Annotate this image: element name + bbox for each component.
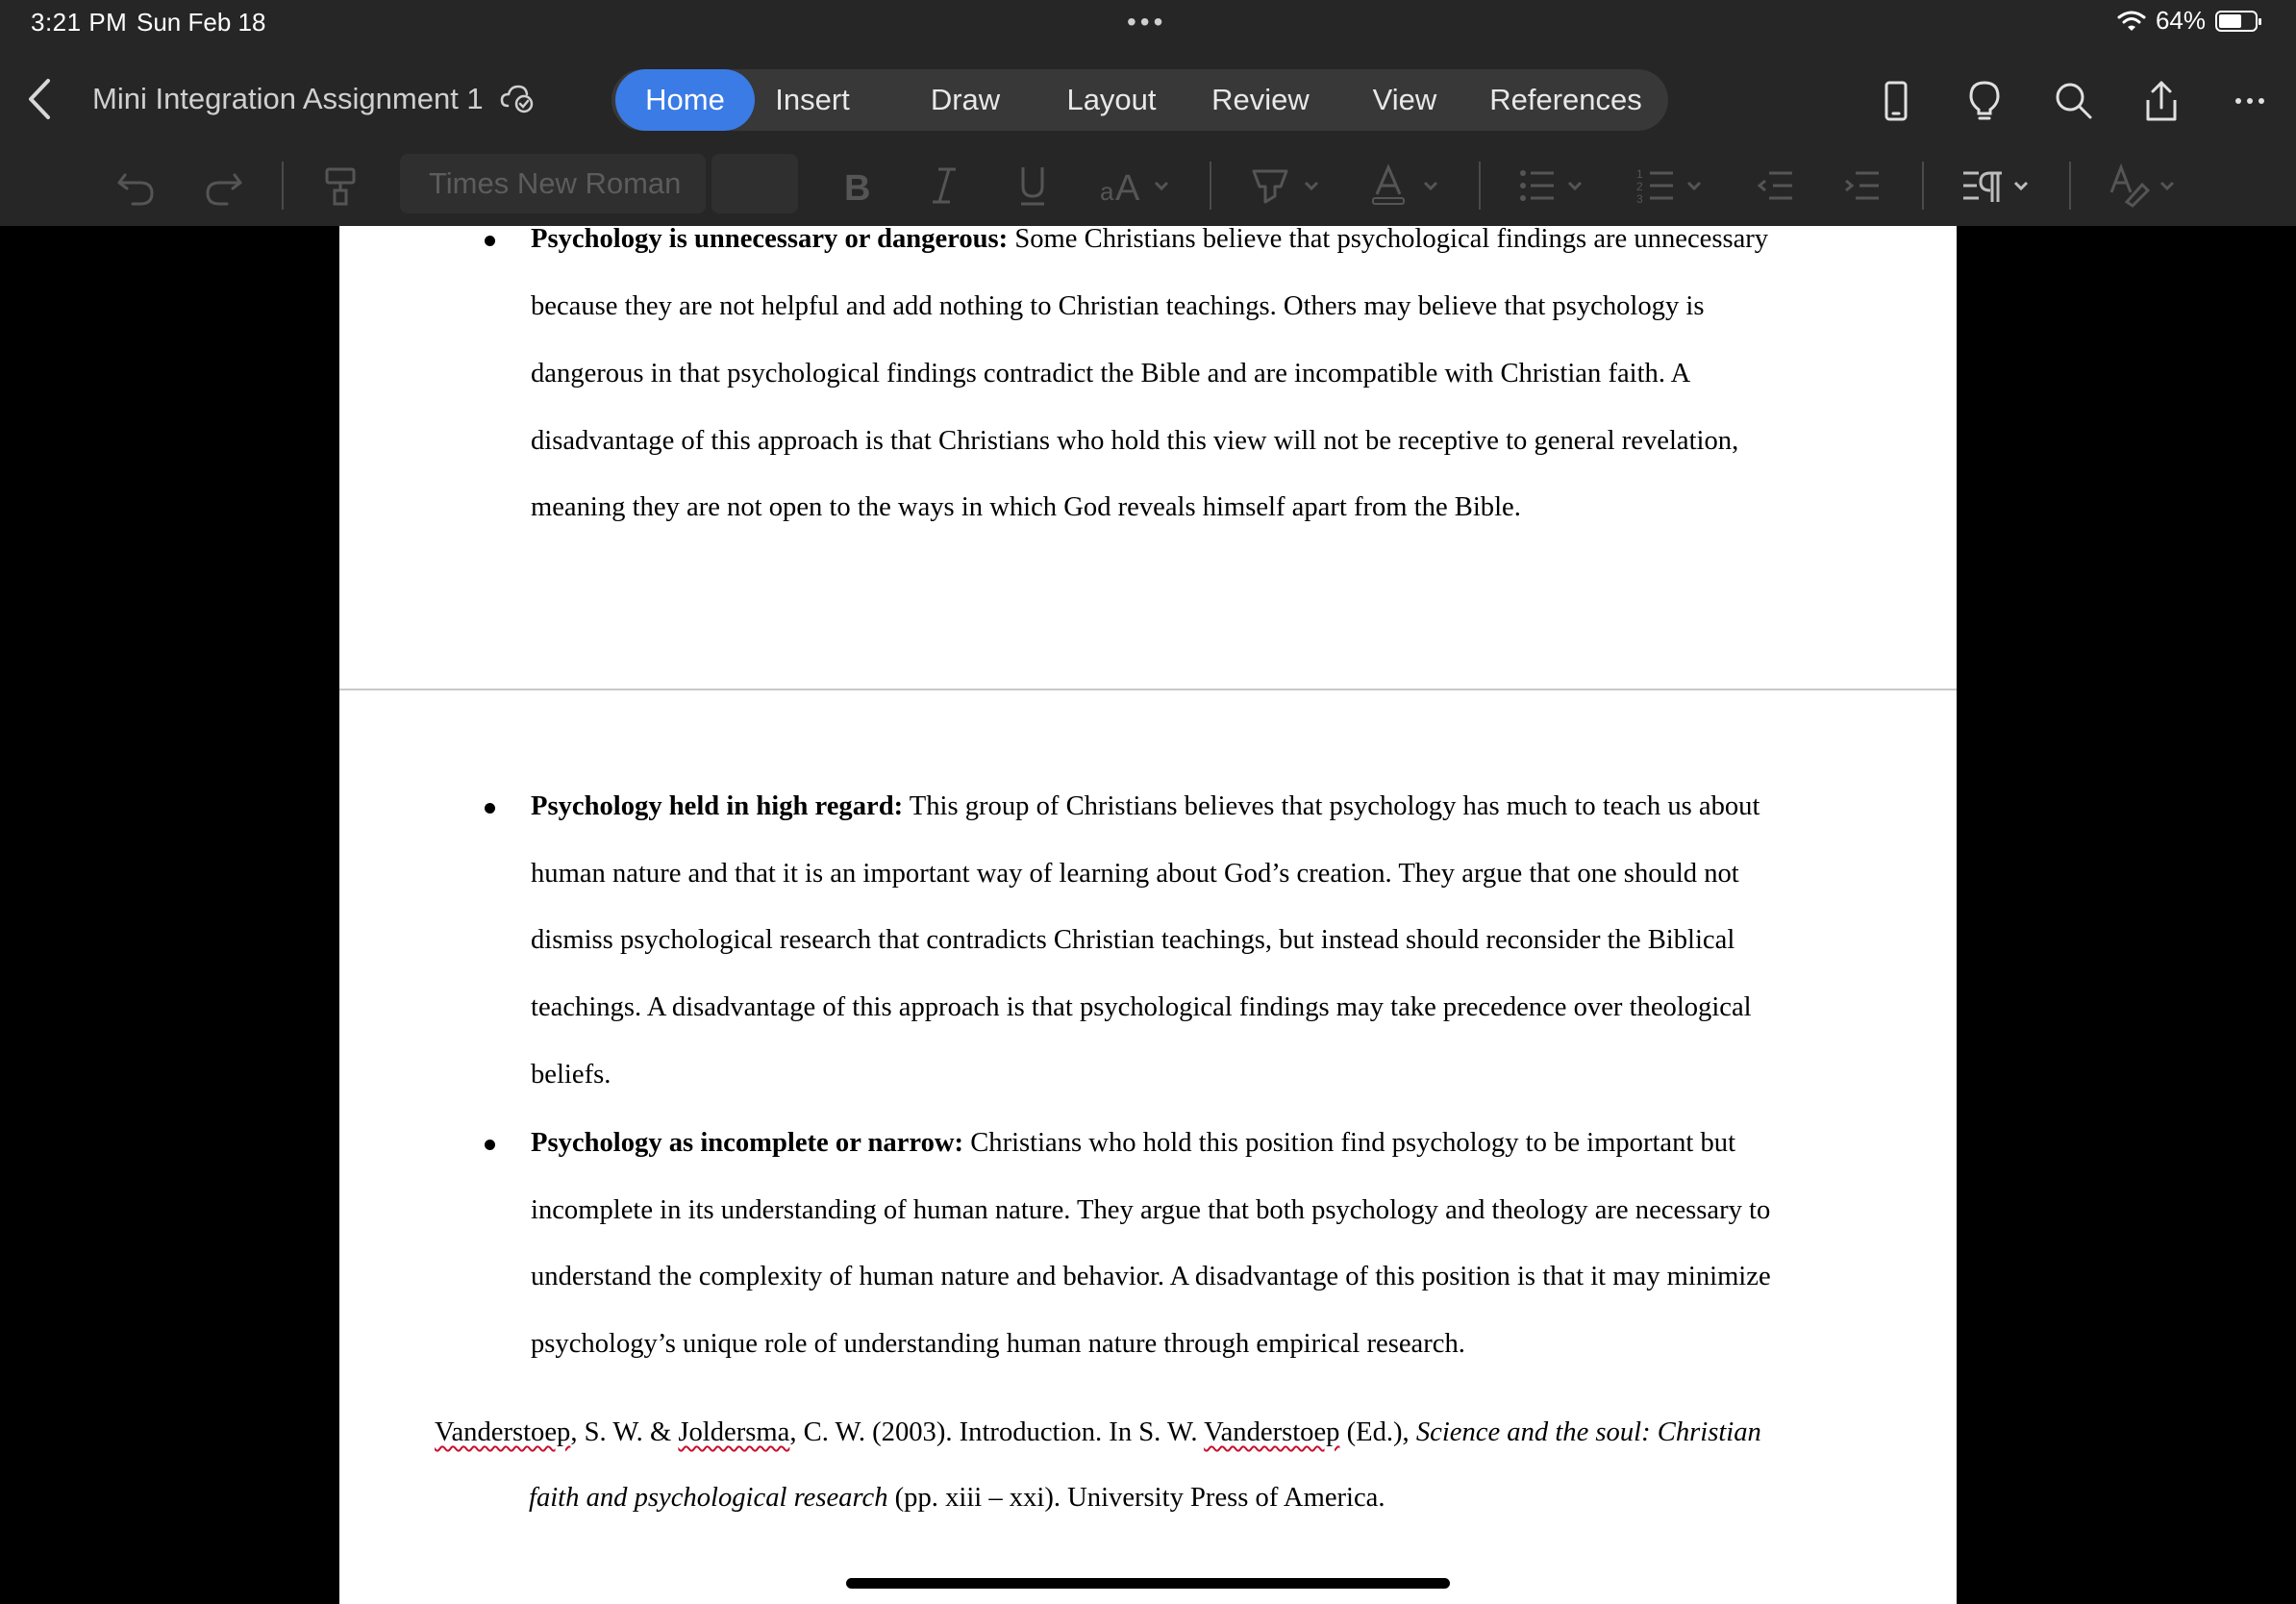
reference-line-1[interactable]: Vanderstoep, S. W. & Joldersma, C. W. (2003). Introduction. In S. W. Vanderstoep (Ed.), Science and the soul: Christian	[435, 1417, 1761, 1447]
status-indicators	[2117, 6, 2258, 36]
bullet-1-line-5[interactable]: meaning they are not open to the ways in which God reveals himself apart from the Bible.	[531, 492, 1521, 522]
back-chevron-icon[interactable]	[25, 75, 54, 123]
tab-layout[interactable]: Layout	[1066, 83, 1157, 116]
bullet-3-term: Psychology as incomplete or narrow:	[531, 1128, 964, 1158]
tab-references[interactable]: References	[1489, 83, 1642, 116]
bullet-2-term: Psychology held in high regard:	[531, 791, 904, 821]
bullet-1-term: Psychology is unnecessary or dangerous:	[531, 224, 1009, 254]
svg-text:3: 3	[1636, 192, 1643, 206]
bold-icon[interactable]	[838, 162, 877, 210]
bullet-1-line-4[interactable]: disadvantage of this approach is that Christians who hold this view will not be receptive to general revelation,	[531, 426, 1739, 456]
underline-icon[interactable]	[1013, 162, 1052, 210]
bullet-marker	[485, 1140, 495, 1150]
reference-line-2[interactable]: faith and psychological research (pp. xiii – xxi). University Press of America.	[529, 1483, 1385, 1513]
bullet-3-line-2[interactable]: incomplete in its understanding of human nature. They argue that both psychology and theology are necessary to	[531, 1195, 1771, 1225]
bullet-1-line-3[interactable]: dangerous in that psychological findings contradict the Bible and are incompatible with Christian faith. A	[531, 359, 1691, 388]
bullet-2-line-2[interactable]: human nature and that it is an important way of learning about God’s creation. They argue that one should not	[531, 859, 1739, 889]
spelling-flag-editor: Vanderstoep	[1204, 1417, 1340, 1447]
share-icon[interactable]	[2140, 79, 2183, 123]
document-title[interactable]: Mini Integration Assignment 1	[92, 82, 484, 115]
spelling-flag-author1: Vanderstoep	[435, 1417, 571, 1447]
cloud-saved-icon[interactable]	[500, 81, 535, 115]
font-size-icon[interactable]	[1096, 162, 1173, 210]
status-bar	[0, 0, 2296, 46]
bullet-3-line-1[interactable]: Psychology as incomplete or narrow: Christians who hold this position find psychology to be important but	[531, 1128, 1736, 1158]
italic-icon[interactable]	[925, 162, 963, 210]
bullet-2-line-3[interactable]: dismiss psychological research that contradicts Christian teachings, but instead should reconsider the Biblical	[531, 925, 1735, 955]
bullet-3-line-4[interactable]: psychology’s unique role of understanding human nature through empirical research.	[531, 1329, 1465, 1359]
home-indicator[interactable]	[846, 1578, 1450, 1589]
decrease-indent-icon[interactable]	[1754, 162, 1798, 210]
styles-icon[interactable]	[2106, 162, 2183, 210]
bullet-2-line-1[interactable]: Psychology held in high regard: This group of Christians believes that psychology has much to teach us about	[531, 791, 1760, 821]
font-size-box[interactable]	[711, 154, 798, 213]
bullet-marker	[485, 803, 495, 814]
svg-text:a: a	[1100, 177, 1114, 206]
increase-indent-icon[interactable]	[1840, 162, 1884, 210]
spelling-flag-author2: Joldersma	[678, 1417, 790, 1447]
tab-insert[interactable]: Insert	[775, 83, 850, 116]
svg-text:2: 2	[1636, 180, 1643, 193]
undo-icon[interactable]	[113, 162, 158, 210]
tab-review[interactable]: Review	[1211, 83, 1310, 116]
phone-layout-icon[interactable]	[1875, 79, 1917, 123]
svg-text:A: A	[1115, 168, 1140, 209]
lightbulb-icon[interactable]	[1963, 79, 2006, 123]
svg-text:1: 1	[1636, 167, 1643, 181]
font-color-icon[interactable]	[1367, 162, 1442, 210]
bullets-icon[interactable]	[1515, 162, 1590, 210]
font-name: Times New Roman	[429, 166, 682, 200]
title-bar	[0, 46, 2296, 157]
highlight-icon[interactable]	[1248, 162, 1323, 210]
redo-icon[interactable]	[202, 162, 246, 210]
status-time: 3:21 PM	[31, 8, 128, 37]
numbering-icon[interactable]	[1635, 162, 1710, 210]
battery-percentage: 64%	[2155, 6, 2206, 35]
bullet-marker	[485, 236, 495, 246]
battery-fill	[2219, 14, 2241, 28]
tab-draw[interactable]: Draw	[930, 83, 1001, 116]
battery-icon	[2215, 11, 2258, 32]
tab-view[interactable]: View	[1372, 83, 1437, 116]
bullet-2-line-4[interactable]: teachings. A disadvantage of this approach is that psychological findings may take precedence over theological	[531, 992, 1752, 1022]
more-icon[interactable]	[2229, 79, 2271, 123]
format-painter-icon[interactable]	[321, 162, 360, 210]
paragraph-icon[interactable]	[1959, 162, 2036, 210]
bullet-1-line-1[interactable]: Psychology is unnecessary or dangerous: Some Christians believe that psychological findings are unnecessary	[531, 224, 1769, 254]
multitasking-dots-icon[interactable]: •••	[1127, 7, 1167, 37]
bullet-2-line-5[interactable]: beliefs.	[531, 1060, 611, 1090]
bullet-3-line-3[interactable]: understand the complexity of human nature and behavior. A disadvantage of this position is that it may minimize	[531, 1262, 1771, 1291]
svg-text:B: B	[844, 168, 871, 209]
status-date: Sun Feb 18	[137, 8, 266, 37]
bullet-1-line-2[interactable]: because they are not helpful and add nothing to Christian teachings. Others may believe that psychology is	[531, 291, 1705, 321]
search-icon[interactable]	[2052, 79, 2094, 123]
tab-home[interactable]: Home	[615, 69, 755, 131]
ribbon-tab-bar	[611, 69, 1668, 131]
wifi-icon	[2117, 10, 2146, 33]
